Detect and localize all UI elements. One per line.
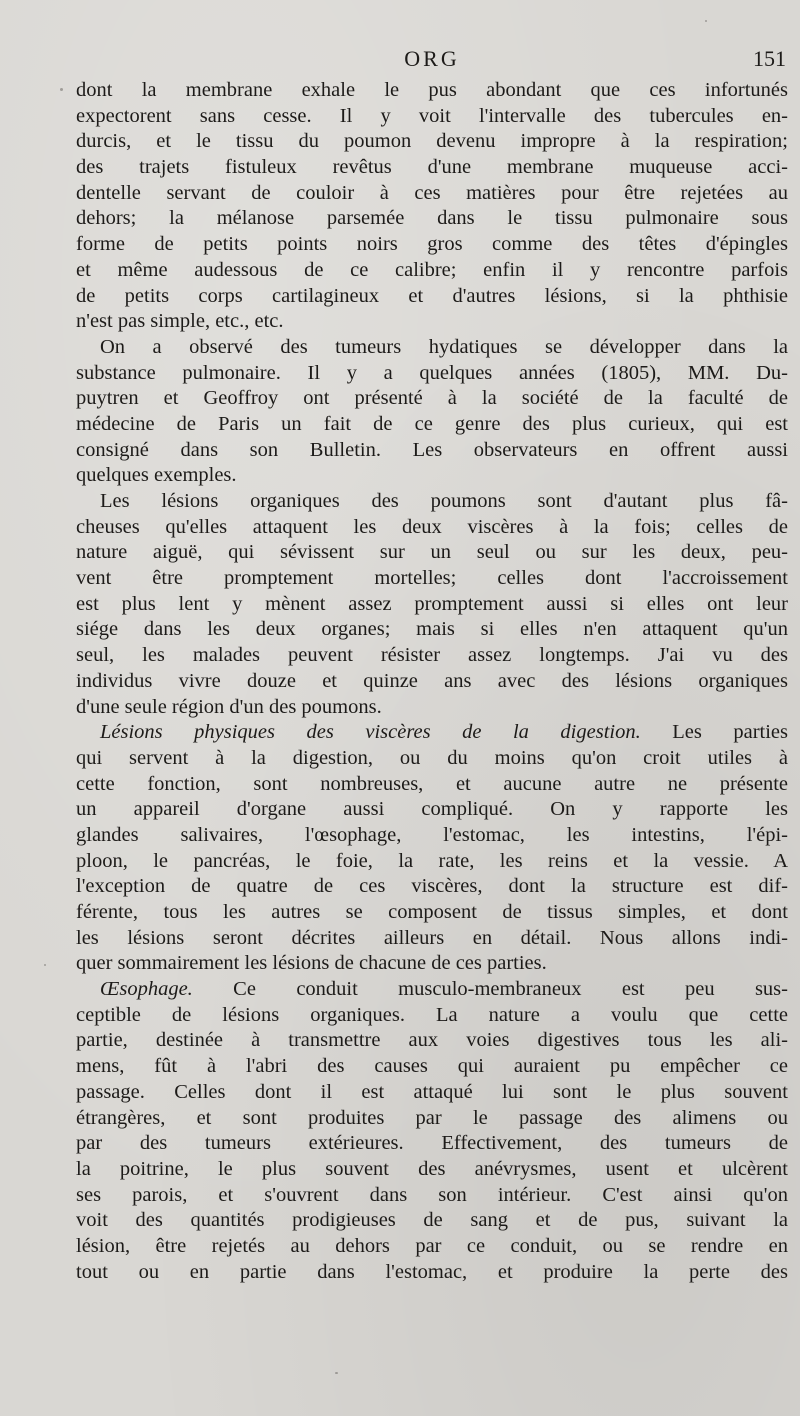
line-text: férente, tous les autres se composent de tissus simples, et dont bbox=[76, 901, 788, 923]
text-line bbox=[76, 1234, 788, 1260]
line-text: dentelle servant de couloir à ces matières pour être rejetées au bbox=[76, 181, 788, 204]
line-text: n'est pas simple, etc., etc. bbox=[76, 310, 284, 333]
line-text: ploon, le pancréas, le foie, la rate, les reins et la vessie. A bbox=[76, 849, 788, 872]
text-line bbox=[76, 129, 788, 155]
line-text: durcis, et le tissu du poumon devenu impropre à la respiration; bbox=[76, 130, 788, 153]
text-line bbox=[76, 1157, 788, 1183]
text-line bbox=[76, 797, 788, 823]
line-text: l'exception de quatre de ces viscères, dont la structure est dif- bbox=[76, 875, 788, 898]
italic-heading: Œsophage. bbox=[100, 978, 193, 1001]
text-line bbox=[76, 1183, 788, 1209]
line-text: et même audessous de ce calibre; enfin il y rencontre parfois bbox=[76, 258, 788, 281]
text-line bbox=[76, 1208, 788, 1234]
line-text: médecine de Paris un fait de ce genre des plus curieux, qui est bbox=[76, 412, 788, 435]
line-text: siége dans les deux organes; mais si elles n'en attaquent qu'un bbox=[76, 618, 788, 641]
line-text: un appareil d'organe aussi compliqué. On y rapporte les bbox=[76, 798, 788, 821]
text-line bbox=[76, 515, 788, 541]
line-text: vent être promptement mortelles; celles dont l'accroissement bbox=[76, 567, 788, 590]
text-line bbox=[76, 1106, 788, 1132]
line-text: est plus lent y mènent assez promptement aussi si elles ont leur bbox=[76, 592, 788, 615]
line-text: glandes salivaires, l'œsophage, l'estomac, les intestins, l'épi- bbox=[76, 823, 788, 846]
line-text: passage. Celles dont il est attaqué lui sont le plus souvent bbox=[76, 1080, 788, 1103]
text-line bbox=[76, 540, 788, 566]
text-line bbox=[76, 746, 788, 772]
text-line bbox=[76, 1260, 788, 1286]
text-line bbox=[76, 695, 788, 721]
text-line bbox=[76, 463, 788, 489]
text-line bbox=[76, 284, 788, 310]
text-line bbox=[76, 438, 788, 464]
line-text: cette fonction, sont nombreuses, et aucune autre ne présente bbox=[76, 772, 788, 795]
line-text: On a observé des tumeurs hydatiques se développer dans la bbox=[100, 335, 788, 358]
text-line bbox=[76, 489, 788, 515]
line-text: qui servent à la digestion, ou du moins qu'on croit utiles à bbox=[76, 746, 788, 769]
text-line bbox=[76, 155, 788, 181]
text-line bbox=[76, 823, 788, 849]
text-line bbox=[76, 849, 788, 875]
page-header bbox=[76, 44, 788, 76]
line-text: des trajets fistuleux revêtus d'une membrane muqueuse acci- bbox=[76, 156, 788, 179]
body-text bbox=[76, 78, 788, 1285]
line-text: de petits corps cartilagineux et d'autres lésions, si la phthisie bbox=[76, 284, 788, 307]
text-line bbox=[76, 258, 788, 284]
line-text: substance pulmonaire. Il y a quelques années (1805), MM. Du- bbox=[76, 361, 788, 384]
line-text: mens, fût à l'abri des causes qui auraient pu empêcher ce bbox=[76, 1055, 788, 1078]
line-text: cheuses qu'elles attaquent les deux viscères à la fois; celles de bbox=[76, 515, 788, 538]
line-text: expectorent sans cesse. Il y voit l'intervalle des tubercules en- bbox=[76, 104, 788, 127]
text-line bbox=[76, 977, 788, 1003]
text-line bbox=[76, 412, 788, 438]
line-text: seul, les malades peuvent résister assez longtemps. J'ai vu des bbox=[76, 644, 788, 667]
text-line bbox=[76, 386, 788, 412]
text-line bbox=[76, 669, 788, 695]
text-line bbox=[76, 1080, 788, 1106]
line-text: dont la membrane exhale le pus abondant que ces infortunés bbox=[76, 79, 788, 101]
text-line bbox=[76, 1054, 788, 1080]
text-line bbox=[76, 232, 788, 258]
running-head: ORG bbox=[404, 46, 460, 71]
text-line bbox=[76, 720, 788, 746]
text-line bbox=[76, 206, 788, 232]
italic-heading: Lésions physiques des viscères de la digestion. bbox=[100, 721, 641, 744]
text-line bbox=[76, 900, 788, 926]
text-line bbox=[76, 78, 788, 104]
line-text: puytren et Geoffroy ont présenté à la société de la faculté de bbox=[76, 387, 788, 410]
line-text: voit des quantités prodigieuses de sang et de pus, suivant la bbox=[76, 1209, 788, 1232]
text-line bbox=[76, 772, 788, 798]
line-text: Les parties bbox=[640, 721, 788, 744]
text-line bbox=[76, 592, 788, 618]
text-line bbox=[76, 874, 788, 900]
text-line bbox=[76, 951, 788, 977]
line-text: nature aiguë, qui sévissent sur un seul ou sur les deux, peu- bbox=[76, 541, 788, 564]
text-line bbox=[76, 1028, 788, 1054]
line-text: quer sommairement les lésions de chacune de ces parties. bbox=[76, 952, 547, 975]
line-text: forme de petits points noirs gros comme des têtes d'épingles bbox=[76, 233, 788, 256]
line-text: tout ou en partie dans l'estomac, et produire la perte des bbox=[76, 1260, 788, 1283]
line-text: individus vivre douze et quinze ans avec des lésions organiques bbox=[76, 669, 788, 692]
text-line bbox=[76, 566, 788, 592]
line-text: les lésions seront décrites ailleurs en détail. Nous allons indi- bbox=[76, 926, 788, 949]
text-line bbox=[76, 181, 788, 207]
text-line bbox=[76, 926, 788, 952]
line-text: ceptible de lésions organiques. La nature a voulu que cette bbox=[76, 1003, 788, 1026]
line-text: quelques exemples. bbox=[76, 464, 237, 487]
line-text: partie, destinée à transmettre aux voies digestives tous les ali- bbox=[76, 1029, 788, 1052]
line-text: étrangères, et sont produites par le passage des alimens ou bbox=[76, 1106, 788, 1129]
text-line bbox=[76, 104, 788, 130]
line-text: dehors; la mélanose parsemée dans le tissu pulmonaire sous bbox=[76, 207, 788, 230]
line-text: d'une seule région d'un des poumons. bbox=[76, 695, 382, 718]
line-text: consigné dans son Bulletin. Les observateurs en offrent aussi bbox=[76, 438, 788, 461]
line-text: ses parois, et s'ouvrent dans son intérieur. C'est ainsi qu'on bbox=[76, 1183, 788, 1206]
line-text: la poitrine, le plus souvent des anévrysmes, usent et ulcèrent bbox=[76, 1157, 788, 1180]
line-text: lésion, être rejetés au dehors par ce conduit, ou se rendre en bbox=[76, 1234, 788, 1257]
page-number: 151 bbox=[753, 46, 786, 71]
text-line bbox=[76, 1003, 788, 1029]
text-line bbox=[76, 617, 788, 643]
line-text: Ce conduit musculo-membraneux est peu sus- bbox=[192, 978, 788, 1001]
line-text: par des tumeurs extérieures. Effectivement, des tumeurs de bbox=[76, 1132, 788, 1155]
text-line bbox=[76, 335, 788, 361]
text-line bbox=[76, 361, 788, 387]
text-line bbox=[76, 643, 788, 669]
text-line bbox=[76, 1131, 788, 1157]
line-text: Les lésions organiques des poumons sont d'autant plus fâ- bbox=[100, 490, 788, 512]
text-line bbox=[76, 309, 788, 335]
